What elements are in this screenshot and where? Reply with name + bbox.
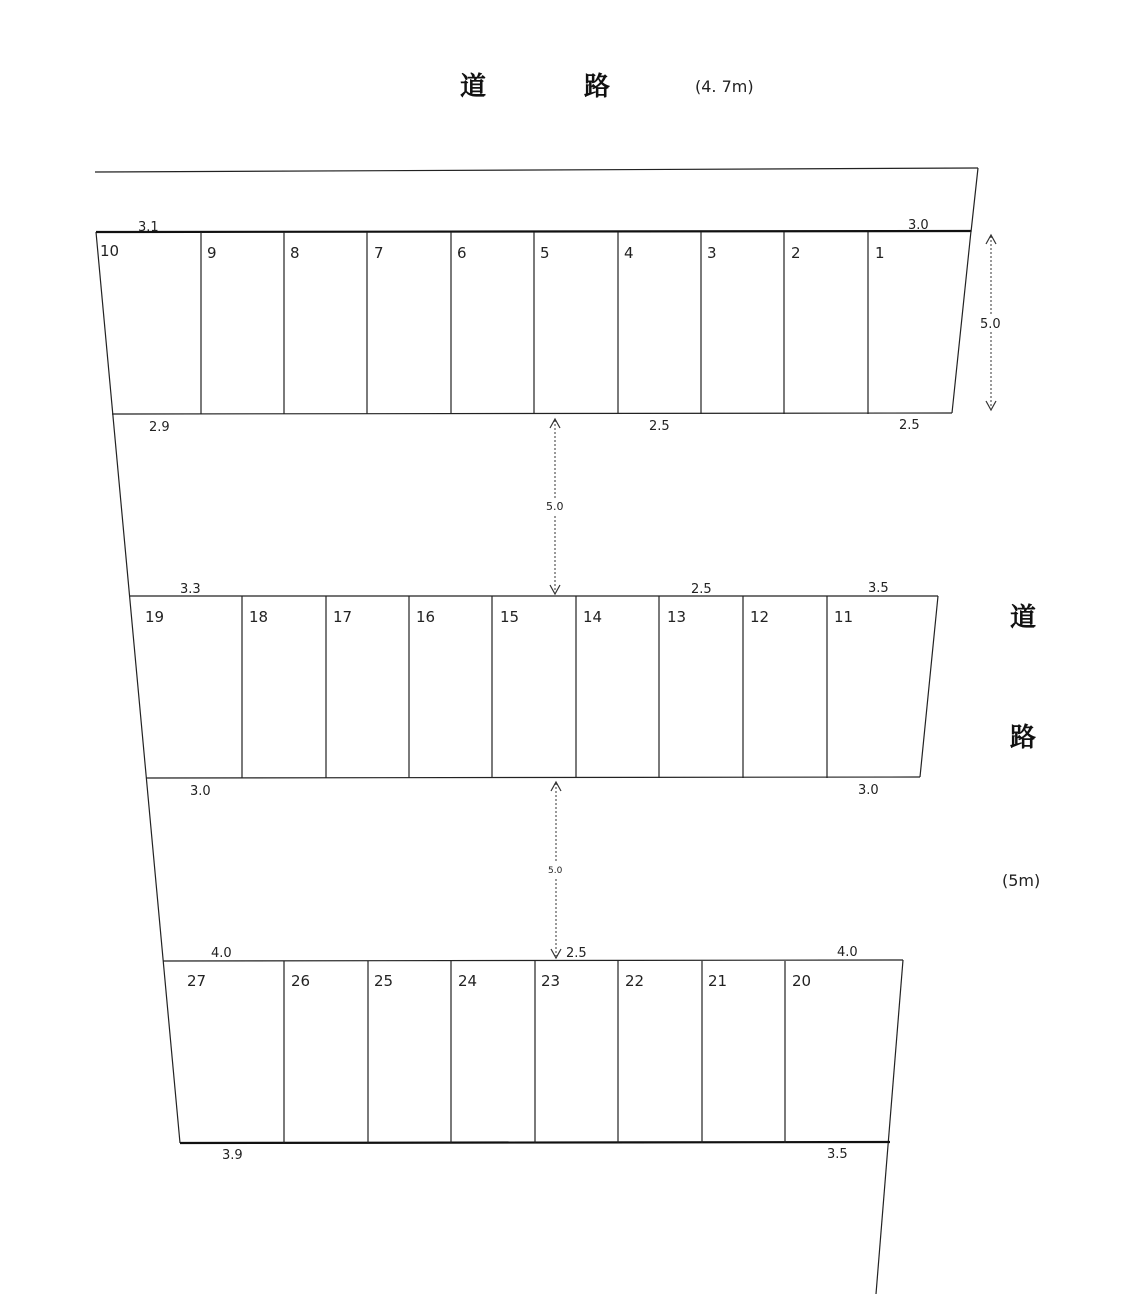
row-1-stall-labels — [100, 242, 885, 262]
row-1 — [96, 218, 1004, 435]
stall-22-label: 22 — [625, 972, 645, 990]
stall-19-label: 19 — [145, 608, 165, 626]
stall-26-label: 26 — [291, 972, 311, 990]
row-2-right-edge — [920, 596, 938, 777]
stall-24-label: 24 — [458, 972, 478, 990]
stall-1-label: 1 — [875, 244, 885, 262]
stall-17-label: 17 — [333, 608, 353, 626]
row-1-depth-label: 5.0 — [980, 317, 1001, 332]
row-2-dim-top-mid: 2.5 — [691, 582, 712, 597]
row-2-dim-top-left: 3.3 — [180, 582, 201, 597]
stall-23-label: 23 — [541, 972, 561, 990]
stall-20-label: 20 — [792, 972, 812, 990]
boundary-top-line — [95, 168, 978, 172]
aisle-1-arrow — [544, 419, 568, 594]
row-2-stall-labels — [145, 608, 853, 626]
row-3-dim-top-mid: 2.5 — [566, 946, 587, 961]
row-3-dim-top-left: 4.0 — [211, 946, 232, 961]
row-1-depth-arrow — [978, 235, 1004, 410]
stall-5-label: 5 — [540, 244, 550, 262]
row-1-bottom-edge — [112, 413, 952, 414]
top-road-label-2: 路 — [584, 72, 611, 102]
row-2-dim-bottom-right: 3.0 — [858, 783, 879, 798]
aisle-1-label: 5.0 — [546, 500, 564, 513]
stall-27-label: 27 — [187, 972, 207, 990]
boundary-right-top-line — [971, 168, 978, 232]
row-1-dim-bottom-mid: 2.5 — [649, 419, 670, 434]
aisle-2-label: 5.0 — [548, 866, 563, 876]
row-1-right-edge — [952, 231, 971, 413]
stall-10-label: 10 — [100, 242, 120, 260]
row-1-dim-bottom-right: 2.5 — [899, 418, 920, 433]
aisle-2-arrow-head-down — [551, 949, 561, 958]
row-3-top-edge — [163, 960, 903, 961]
stall-11-label: 11 — [834, 608, 854, 626]
stall-6-label: 6 — [457, 244, 467, 262]
right-road-label-1: 道 — [1010, 603, 1037, 633]
row-1-dim-bottom-left: 2.9 — [149, 420, 170, 435]
stall-21-label: 21 — [708, 972, 728, 990]
row-1-dim-top-left: 3.1 — [138, 220, 159, 235]
stall-25-label: 25 — [374, 972, 394, 990]
stall-8-label: 8 — [290, 244, 300, 262]
stall-4-label: 4 — [624, 244, 634, 262]
right-road-label-2: 路 — [1010, 723, 1037, 753]
right-road-width: (5m) — [1002, 871, 1041, 890]
stall-2-label: 2 — [791, 244, 801, 262]
row-3-dim-bottom-left: 3.9 — [222, 1148, 243, 1163]
stall-18-label: 18 — [249, 608, 269, 626]
top-road-label-1: 道 — [460, 72, 487, 102]
stall-7-label: 7 — [374, 244, 384, 262]
row-2-dim-bottom-left: 3.0 — [190, 784, 211, 799]
stall-16-label: 16 — [416, 608, 436, 626]
stall-12-label: 12 — [750, 608, 770, 626]
stall-15-label: 15 — [500, 608, 520, 626]
row-3-dim-top-right: 4.0 — [837, 945, 858, 960]
row-3-stall-labels — [187, 972, 811, 990]
stall-9-label: 9 — [207, 244, 217, 262]
stall-14-label: 14 — [583, 608, 603, 626]
row-1-dim-top-right: 3.0 — [908, 218, 929, 233]
row-1-top-edge — [96, 231, 971, 232]
row-3 — [163, 945, 903, 1163]
row-2-dim-top-right: 3.5 — [868, 581, 889, 596]
row-2-bottom-edge — [146, 777, 920, 778]
stall-3-label: 3 — [707, 244, 717, 262]
site-boundary — [95, 168, 978, 1294]
aisle-2-arrow — [546, 782, 566, 958]
stall-13-label: 13 — [667, 608, 687, 626]
boundary-right-bottom-line — [876, 960, 903, 1294]
row-1-dividers — [201, 232, 868, 414]
row-3-dim-bottom-right: 3.5 — [827, 1147, 848, 1162]
boundary-left-line — [96, 232, 180, 1143]
top-road-width: (4. 7m) — [695, 77, 754, 96]
row-2-dividers — [242, 596, 827, 778]
row-2 — [129, 581, 938, 799]
